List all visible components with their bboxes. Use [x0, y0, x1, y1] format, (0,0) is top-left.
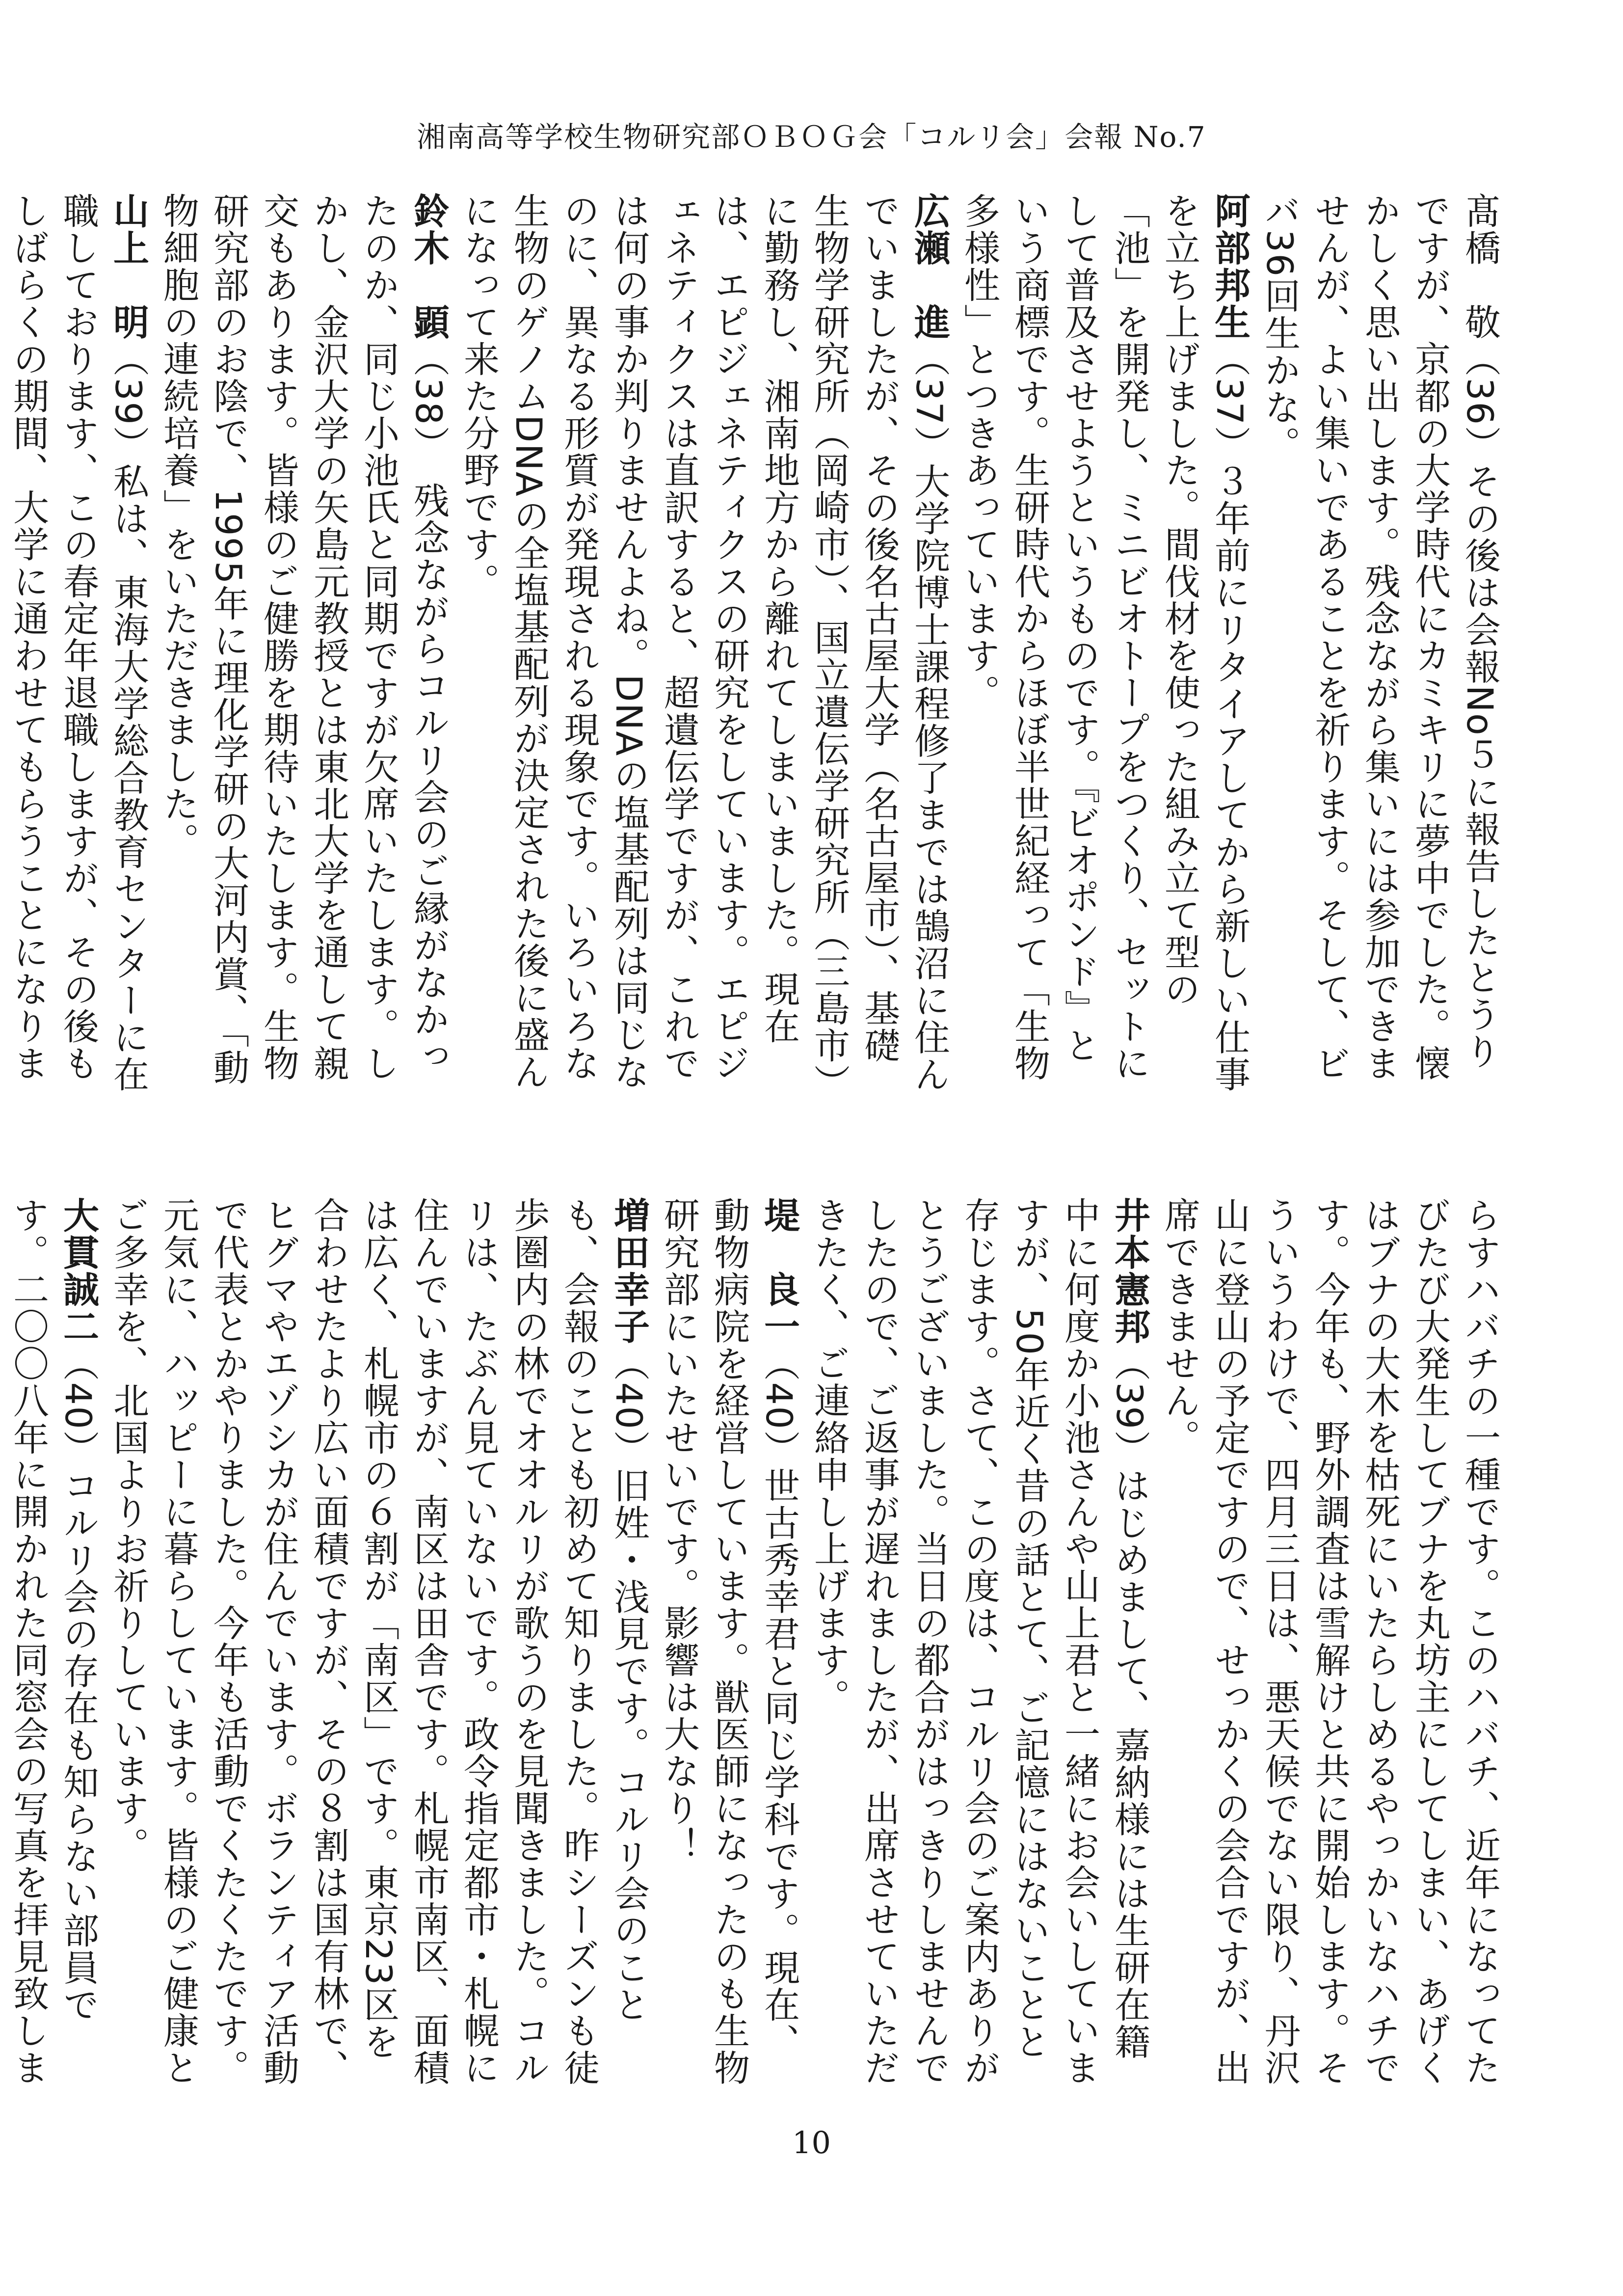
paragraph-abe: [954, 192, 1254, 1097]
member-name: 堤 良一: [758, 1197, 799, 1345]
paragraph-onuki: [0, 1197, 103, 2094]
member-name: 増田幸子: [608, 1197, 649, 1345]
paragraph-masuda: [103, 1197, 653, 2094]
paragraph-tsutsumi: [653, 1197, 803, 2094]
paragraph-text: （40）コルリ会の存在も知らない部員です。二〇〇八年に開かれた同窓会の写真を拝見致しま: [7, 1197, 99, 2086]
member-name: 阿部邦生: [1208, 192, 1250, 341]
member-name: 山上 明: [107, 192, 149, 341]
paragraph-text: （38） 残念ながらコルリ会のご縁がなかったのか、同じ小池氏と同期ですが欠席いたします。しかし、金沢大学の矢島元教授とは東北大学を通して親交もあります。皆様のご健勝を期待いたします。生物研究部のお陰で、1995年に理化学研の大河内賞、「動物細胞の連続培養」をいただきました。: [157, 192, 449, 1086]
paragraph-text: らすハバチの一種です。このハバチ、近年になってたびたび大発生してブナを丸坊主にしてしまい、あげくはブナの大木を枯死にいたらしめるやっかいなハチです。今年も、野外調査は雪解けと共に開始します。そういうわけで、四月三日は、悪天候でない限り、丹沢山に登山の予定ですので、せっかくの会合ですが、出席できません。: [1158, 1197, 1500, 2086]
page-header: 湘南高等学校生物研究部ＯＢＯＧ会「コルリ会」会報 No.7: [417, 120, 1206, 154]
paragraph-text: （40）世古秀幸君と同じ学科です。現在、動物病院を経営しています。獣医師になったのも生物研究部にいたせいです。影響は大なり！: [658, 1197, 799, 2086]
paragraph-suzuki: [153, 192, 453, 1097]
paragraph-text: （39）私は、東海大学総合教育センターに在職しております、この春定年退職しますが、その後もしばらくの期間、大学に通わせてもらうことになりま: [7, 192, 149, 1093]
paragraph-hirose: [453, 192, 954, 1097]
member-name: 井本憲邦: [1108, 1197, 1150, 1345]
paragraph-text: 時代にカミキリに夢中でした。懐かしく思い出します。残念ながら集いには参加できませんが、よい集いであることを祈ります。そして、ビバ36回生かな。: [1258, 192, 1450, 1082]
member-name: 広瀬 進: [908, 192, 950, 341]
page-number: 10: [792, 2125, 831, 2161]
upper-text-block: [7, 192, 1504, 1097]
paragraph-imoto: [803, 1197, 1154, 2094]
paragraph-text: （40）旧姓・浅見です。コルリ会のことも、会報のことも初めて知りました。昨シーズンも徒歩圏内の林でオオルリが歌うのを見聞きました。コルリは、たぶん見ていないです。政令指定都市・札幌に住んでいますが、南区は田舎です。札幌市南区、面積は広く、札幌市の６割が「南区」です。東京23区を合わせたより広い面積ですが、その８割は国有林で、ヒグマやエゾシカが住んでいます。ボランティア活動で代表とかやりました。今年も活動でくたくたです。元気に、ハッピーに暮らしています。皆様のご健康とご多幸を、北国よりお祈りしています。: [107, 1197, 649, 2086]
paragraph-lead: 髙橋 敬（36）その後は会報No５に報告したとうりですが、京都の大学: [1409, 192, 1500, 1070]
paragraph-text: （39）はじめまして、嘉納様には生研在籍中に何度か小池さんや山上君と一緒にお会いしていますが、50年近く昔の話とて、ご記憶にはないことと存じます。さて、この度は、コルリ会のご案内ありがとうございました。当日の都合がはっきりしませんでしたので、ご返事が遅れましたが、出席させていただきたく、ご連絡申し上げます。: [808, 1197, 1150, 2086]
paragraph-text: （37）大学院博士課程修了までは鵠沼に住んでいましたが、その後名古屋大学（名古屋市）、基礎生物学研究所（岡崎市）、国立遺伝学研究所（三島市）に勤務し、湘南地方から離れてしまいました。現在は、エピジェネティクスの研究をしています。エピジェネティクスは直訳すると、超遺伝学ですが、これでは何の事か判りませんよね。DNAの塩基配列は同じなのに、異なる形質が発現される現象です。いろいろな生物のゲノムDNAの全塩基配列が決定された後に盛んになって来た分野です。: [457, 192, 950, 1093]
member-name: 大貫誠二: [57, 1197, 99, 1345]
paragraph-text: （37）３年前にリタイアしてから新しい仕事を立ち上げました。間伐材を使った組み立て型の「池」を開発し、ミニビオトープをつくり、セットにして普及させようというものです。『ビオポンド』という商標です。生研時代からほぼ半世紀経って「生物多様性」とつきあっています。: [958, 192, 1250, 1093]
lower-text-block: [7, 1197, 1504, 2094]
paragraph-yamagami: [0, 192, 153, 1097]
paragraph-takahashi: [1254, 192, 1504, 1097]
member-name: 鈴木 顕: [407, 192, 449, 341]
paragraph-yamagami-cont: [1154, 1197, 1504, 2094]
